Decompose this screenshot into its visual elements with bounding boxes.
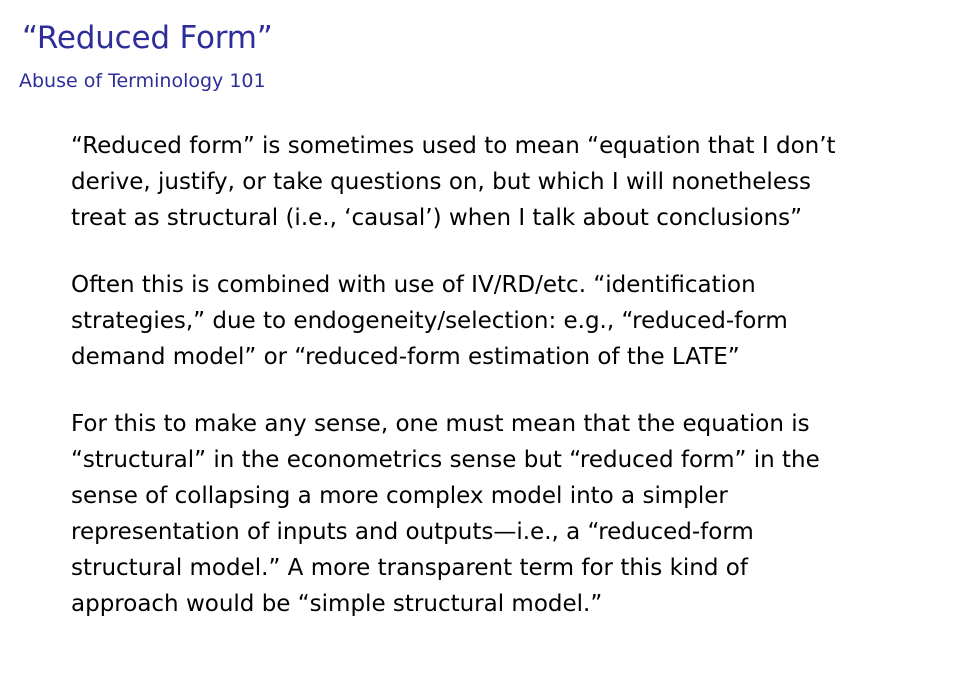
paragraph-line: derive, justify, or take questions on, but which I will nonetheless	[71, 169, 811, 195]
slide-subtitle: Abuse of Terminology 101	[19, 70, 266, 92]
paragraph-line: For this to make any sense, one must mean that the equation is	[71, 411, 810, 437]
paragraph-line: treat as structural (i.e., ‘causal’) when I talk about conclusions”	[71, 205, 803, 231]
paragraph-line: structural model.” A more transparent term for this kind of	[71, 555, 748, 581]
paragraph-line: representation of inputs and outputs—i.e., a “reduced-form	[71, 519, 754, 545]
paragraph-identification-strategies	[71, 267, 911, 375]
paragraph-simple-structural-model	[71, 406, 911, 622]
paragraph-line: approach would be “simple structural model.”	[71, 591, 603, 617]
slide-title: “Reduced Form”	[22, 20, 273, 56]
paragraph-line: demand model” or “reduced-form estimation of the LATE”	[71, 344, 740, 370]
paragraph-line: “Reduced form” is sometimes used to mean “equation that I don’t	[71, 133, 836, 159]
paragraph-reduced-form-meaning	[71, 128, 911, 236]
paragraph-line: “structural” in the econometrics sense but “reduced form” in the	[71, 447, 820, 473]
paragraph-line: strategies,” due to endogeneity/selection: e.g., “reduced-form	[71, 308, 788, 334]
paragraph-line: sense of collapsing a more complex model into a simpler	[71, 483, 728, 509]
slide-body	[71, 128, 911, 653]
paragraph-line: Often this is combined with use of IV/RD/etc. “identification	[71, 272, 756, 298]
